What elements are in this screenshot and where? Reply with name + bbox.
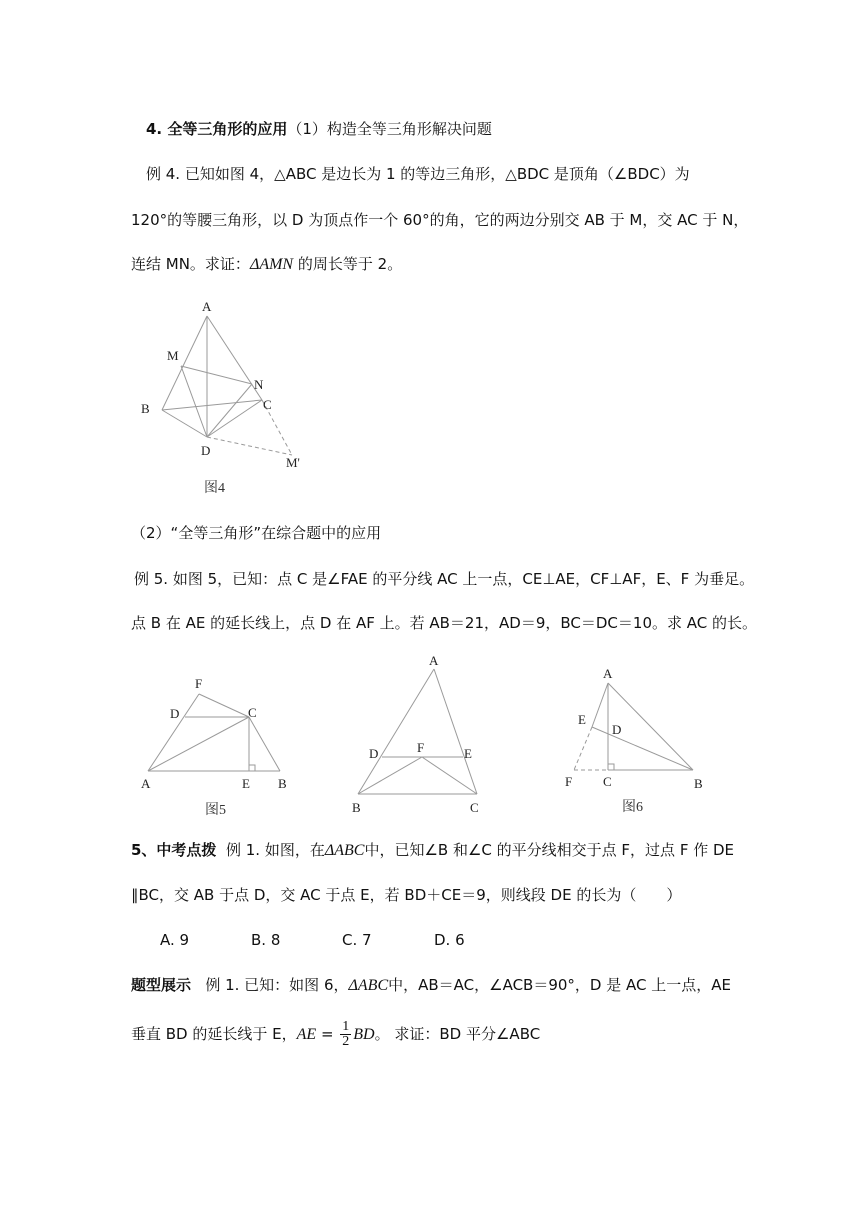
section5-title: 5、中考点拨: [131, 841, 217, 859]
part2-heading: （2）“全等三角形”在综合题中的应用: [131, 524, 382, 542]
fraction-numerator: 1: [342, 1019, 350, 1034]
label-c: C: [603, 774, 612, 789]
section4-title-rest: （1）构造全等三角形解决问题: [287, 120, 492, 138]
label-m-prime: M': [286, 455, 300, 470]
label-b: B: [141, 401, 150, 416]
example5-line2: 点 B 在 AE 的延长线上，点 D 在 AF 上。若 AB＝21，AD＝9，BC＝DC＝10。求 AC 的长。: [131, 614, 757, 632]
showcase-line2-text: 垂直 BD 的延长线于 E，: [131, 1025, 297, 1043]
example5-line1: 例 5. 如图 5，已知：点 C 是∠FAE 的平分线 AC 上一点，CE⊥AE，CF⊥AF，E、F 为垂足。: [134, 570, 755, 588]
segment-be: [592, 727, 693, 770]
label-b: B: [352, 800, 361, 815]
figure5-caption: 图5: [205, 803, 226, 818]
label-e: E: [242, 776, 250, 791]
segment-ae: [592, 683, 608, 727]
label-f: F: [565, 774, 573, 789]
segment-ae-math: AE: [296, 1026, 317, 1043]
showcase-line1: [131, 975, 731, 996]
label-d: D: [612, 722, 622, 737]
section4-title-bold: 4. 全等三角形的应用: [146, 120, 288, 138]
option-d: D. 6: [434, 931, 465, 949]
right-angle-mark-c: [608, 764, 614, 770]
example4-line2: 120°的等腰三角形，以 D 为顶点作一个 60°的角，它的两边分别交 AB 于 M，交 AC 于 N，: [131, 211, 749, 229]
label-a: A: [141, 776, 151, 791]
figure4-caption: 图4: [204, 481, 225, 496]
label-d: D: [369, 746, 379, 761]
fraction-denominator: 2: [342, 1034, 350, 1049]
showcase-line2-tail: 。 求证：BD 平分∠ABC: [374, 1025, 541, 1043]
label-d: D: [201, 443, 211, 458]
option-c: C. 7: [342, 931, 372, 949]
label-b: B: [278, 776, 287, 791]
example4-line3-text: 连结 MN。求证：: [131, 255, 250, 273]
label-c: C: [248, 705, 257, 720]
label-c: C: [470, 800, 479, 815]
label-b: B: [694, 776, 703, 791]
label-d: D: [170, 706, 180, 721]
label-m: M: [167, 348, 179, 363]
label-a: A: [603, 666, 613, 681]
showcase-title: 题型展示: [131, 976, 192, 994]
showcase-line1-tail: 中，AB＝AC，∠ACB＝90°，D 是 AC 上一点，AE: [388, 976, 731, 994]
section5-line1: [131, 840, 734, 861]
segment-ef: [574, 727, 592, 770]
label-a: A: [429, 653, 439, 668]
example4-line3-tail: 的周长等于 2。: [293, 255, 403, 273]
fraction-one-half: [340, 1020, 351, 1049]
showcase-line2: [131, 1017, 540, 1052]
option-b: B. 8: [251, 931, 281, 949]
label-f: F: [195, 676, 203, 691]
label-e: E: [464, 746, 472, 761]
example4-line1: 例 4. 已知如图 4，△ABC 是边长为 1 的等边三角形，△BDC 是顶角（∠BDC）为: [146, 165, 690, 183]
section5-line2: ∥BC，交 AB 于点 D，交 AC 于点 E，若 BD＋CE＝9，则线段 DE 的长为（ ）: [131, 886, 682, 904]
label-f: F: [417, 740, 425, 755]
triangle-abc-2: ΔABC: [348, 977, 389, 994]
segment-bd-math: BD: [353, 1026, 375, 1043]
showcase-line1-text: 例 1. 已知：如图 6，: [205, 976, 349, 994]
section5-line1-text: 例 1. 如图，在: [226, 841, 325, 859]
label-a: A: [202, 299, 212, 314]
section5-line1-tail: 中，已知∠B 和∠C 的平分线相交于点 F，过点 F 作 DE: [364, 841, 735, 859]
label-e: E: [578, 712, 586, 727]
triangle-amn: ΔAMN: [249, 256, 294, 273]
option-a: A. 9: [160, 931, 190, 949]
label-c: C: [263, 397, 272, 412]
triangle-abc: ΔABC: [324, 842, 365, 859]
label-n: N: [254, 377, 264, 392]
equals-sign: =: [316, 1025, 339, 1043]
figure6-caption: 图6: [622, 800, 643, 815]
